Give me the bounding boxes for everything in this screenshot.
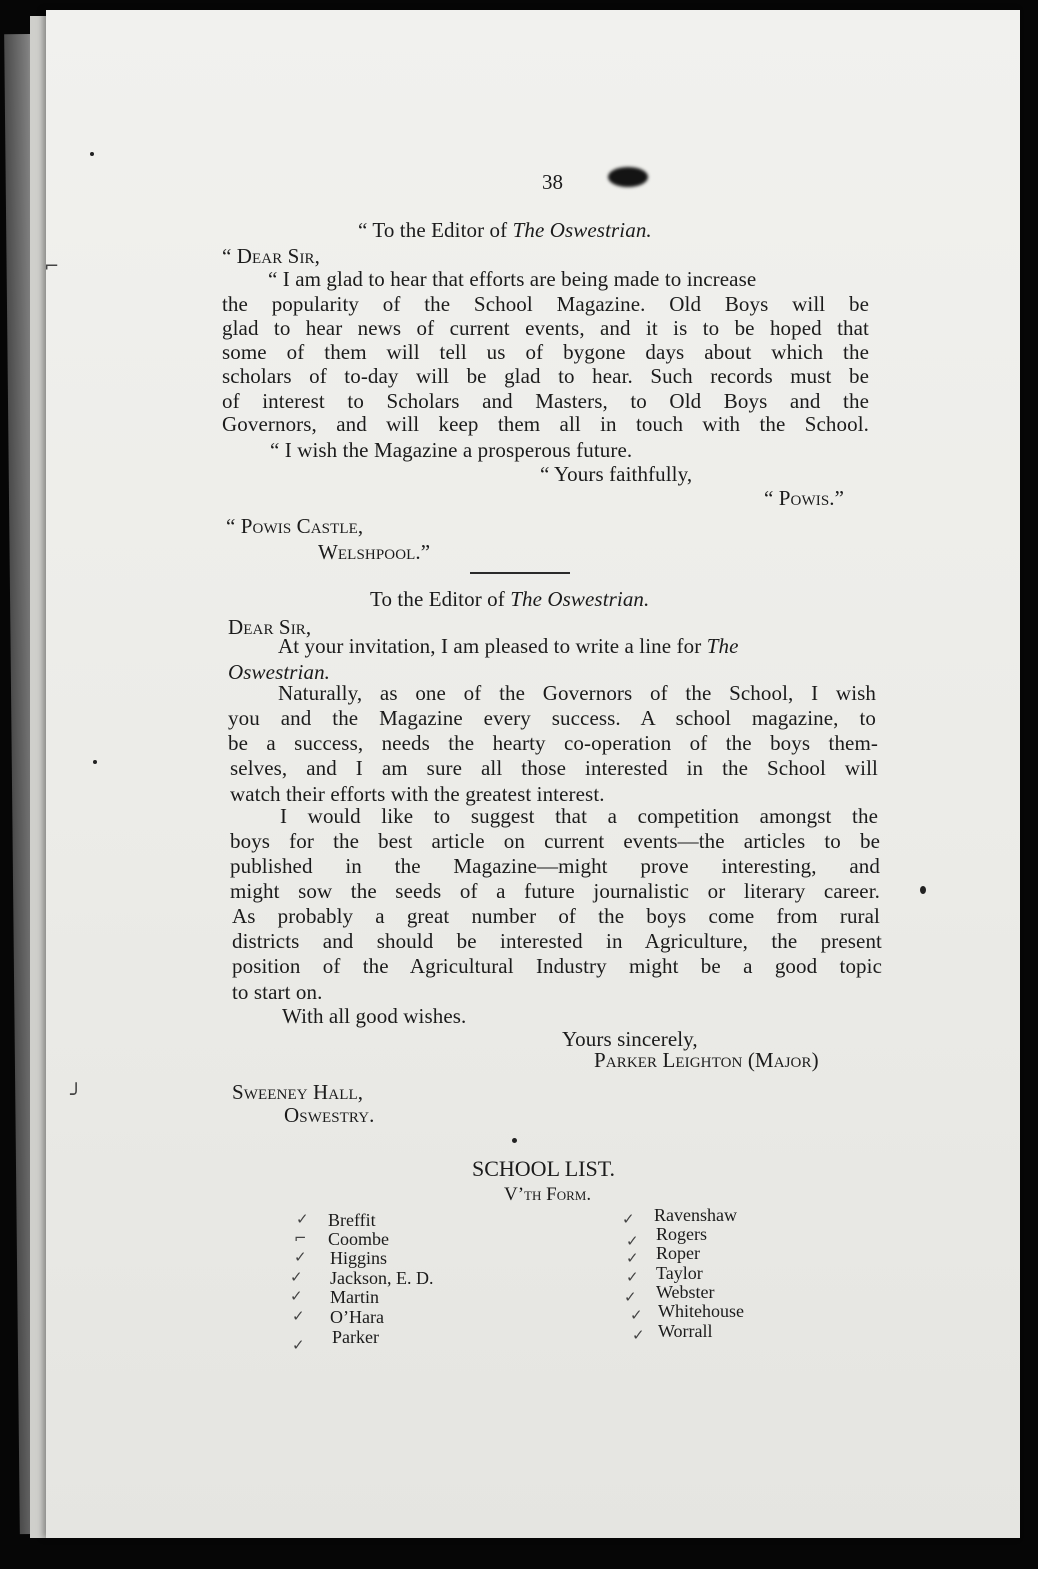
letter1-line: of interest to Scholars and Masters, to Old Boys and the [222,389,869,413]
ink-blot [608,167,648,187]
letter1-address-line: Welshpool.” [318,540,431,564]
letter2-salutation: Dear Sir, [228,615,312,639]
letter1-address-line: “ Powis Castle, [226,514,364,538]
letter2-line: boys for the best article on current events—the articles to be [230,829,880,853]
letter2-line: At your invitation, I am pleased to write a line for The [278,634,739,658]
margin-tick-mark: ╯ [70,1082,83,1106]
check-mark: ✓ [294,1248,307,1266]
pupil-name: Coombe [328,1229,389,1249]
margin-speck [90,152,94,156]
letter2-line: might sow the seeds of a future journalistic or literary career. [230,879,880,903]
letter1-line: glad to hear news of current events, and it is to be hoped that [222,316,869,340]
letter1-signature: “ Powis.” [764,486,845,510]
letter1-line: “ I am glad to hear that efforts are being made to increase [268,267,757,291]
letter2-line: position of the Agricultural Industry might be a good topic [232,954,882,978]
letter2-line: to start on. [232,980,323,1004]
check-mark: ✓ [632,1326,645,1344]
margin-speck [93,760,97,764]
check-mark: ✓ [626,1268,639,1286]
check-mark: ✓ [296,1210,309,1228]
letter2-line: With all good wishes. [282,1004,467,1028]
letter2-line: selves, and I am sure all those interested in the School will [230,756,878,780]
letter2-line: Oswestrian. [228,660,331,684]
pupil-name: Jackson, E. D. [330,1268,434,1288]
page-number: 38 [542,170,563,194]
letter2-line: watch their efforts with the greatest interest. [230,782,605,806]
letter1-closing: “ Yours faithfully, [540,462,693,486]
letter2-line: Naturally, as one of the Governors of the School, I wish [278,681,876,705]
letter1-header: “ To the Editor of The Oswestrian. [358,218,652,242]
pupil-name: Martin [330,1287,379,1307]
letter2-address-line: Oswestry. [284,1103,375,1127]
margin-tick-mark: ⌐ [44,256,60,277]
check-mark: ✓ [292,1307,305,1325]
letter2-header: To the Editor of The Oswestrian. [370,587,650,611]
letter2-line: you and the Magazine every success. A school magazine, to [228,706,876,730]
letter1-line: scholars of to-day will be glad to hear. Such records must be [222,364,869,388]
check-mark: ✓ [292,1336,305,1354]
letter1-line: “ I wish the Magazine a prosperous future. [270,438,633,462]
check-mark: ✓ [622,1210,635,1228]
pupil-name: Taylor [656,1263,703,1283]
pupil-name: Roper [656,1243,700,1263]
letter1-line: some of them will tell us of bygone days about which the [222,340,869,364]
school-list-form: V’th Form. [504,1184,592,1205]
check-mark: ✓ [626,1232,639,1250]
section-divider [470,572,570,574]
pupil-name: Breffit [328,1210,376,1230]
letter2-line: be a success, needs the hearty co-operation of the boys them- [228,731,878,755]
ink-speck [512,1138,517,1143]
check-mark: ⌐ [294,1229,307,1247]
pupil-name: Whitehouse [658,1301,744,1321]
check-mark: ✓ [630,1306,643,1324]
letter2-line: districts and should be interested in Agriculture, the present [232,929,882,953]
letter1-line: Governors, and will keep them all in touch with the School. [222,412,869,436]
school-list-title: SCHOOL LIST. [472,1156,615,1181]
check-mark: ✓ [290,1287,303,1305]
pupil-name: Ravenshaw [654,1205,737,1225]
pupil-name: Higgins [330,1248,388,1268]
letter2-closing: Yours sincerely, [562,1027,698,1051]
pupil-name: Rogers [656,1224,707,1244]
check-mark: ✓ [290,1268,303,1286]
check-mark: ✓ [624,1288,637,1306]
pupil-name: Worrall [658,1321,713,1341]
letter2-address-line: Sweeney Hall, [232,1080,364,1104]
check-mark: ✓ [626,1249,639,1267]
letter1-salutation: “ Dear Sir, [222,244,321,268]
letter2-signature: Parker Leighton (Major) [594,1048,819,1072]
letter2-line: I would like to suggest that a competition amongst the [280,804,878,828]
pupil-name: O’Hara [330,1307,384,1327]
letter2-line: As probably a great number of the boys come from rural [232,904,880,928]
pupil-name: Parker [332,1327,379,1347]
letter1-line: the popularity of the School Magazine. Old Boys will be [222,292,869,316]
letter2-line: published in the Magazine—might prove interesting, and [230,854,880,878]
margin-speck [920,886,926,894]
pupil-name: Webster [656,1282,715,1302]
